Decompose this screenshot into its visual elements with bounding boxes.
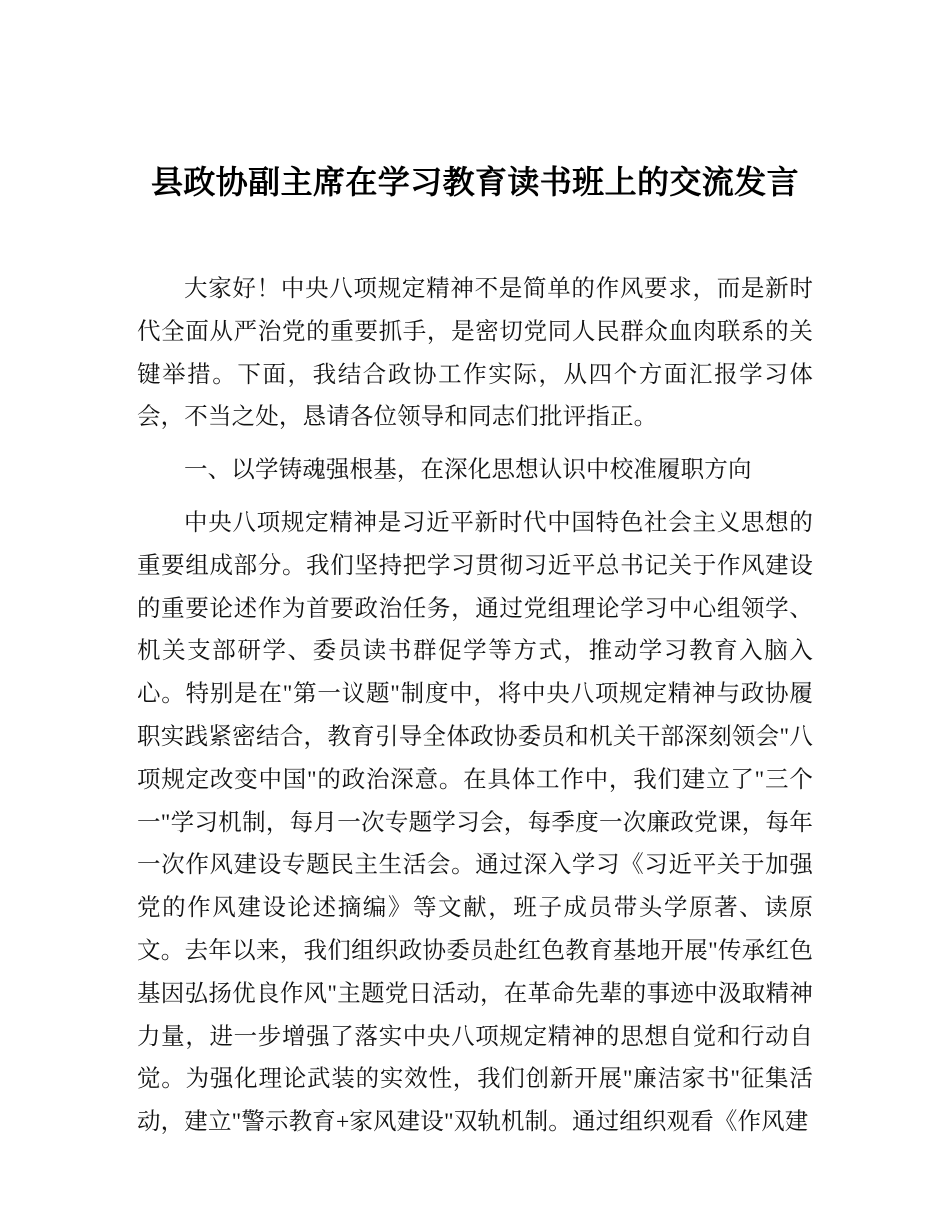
opening-paragraph: 大家好！中央八项规定精神不是简单的作风要求，而是新时代全面从严治党的重要抓手，是密切党同人民群众血肉联系的关键举措。下面，我结合政协工作实际，从四个方面汇报学习体会，不当之处，恳请各位领导和同志们批评指正。 [137, 276, 813, 431]
section-heading-one: 一、以学铸魂强根基，在深化思想认识中校准履职方向 [184, 457, 752, 484]
heading-body-gap [137, 492, 813, 502]
document-content-column [137, 0, 813, 1144]
page-title: 县政协副主席在学习教育读书班上的交流发言 [150, 163, 799, 201]
paragraph-gap [137, 439, 813, 449]
title-body-spacer [137, 202, 813, 268]
section-one-body-paragraph: 中央八项规定精神是习近平新时代中国特色社会主义思想的重要组成部分。我们坚持把学习贯彻习近平总书记关于作风建设的重要论述作为首要政治任务，通过党组理论学习中心组领学、机关支部研学、委员读书群促学等方式，推动学习教育入脑入心。特别是在"第一议题"制度中，将中央八项规定精神与政协履职实践紧密结合，教育引导全体政协委员和机关干部深刻领会"八项规定改变中国"的政治深意。在具体工作中，我们建立了"三个一"学习机制，每月一次专题学习会，每季度一次廉政党课，每年一次作风建设专题民主生活会。通过深入学习《习近平关于加强党的作风建设论述摘编》等文献，班子成员带头学原著、读原文。去年以来，我们组织政协委员赴红色教育基地开展"传承红色基因弘扬优良作风"主题党日活动，在革命先辈的事迹中汲取精神力量，进一步增强了落实中央八项规定精神的思想自觉和行动自觉。为强化理论武装的实效性，我们创新开展"廉洁家书"征集活动，建立"警示教育+家风建设"双轨机制。通过组织观看《作风建 [137, 509, 813, 1136]
